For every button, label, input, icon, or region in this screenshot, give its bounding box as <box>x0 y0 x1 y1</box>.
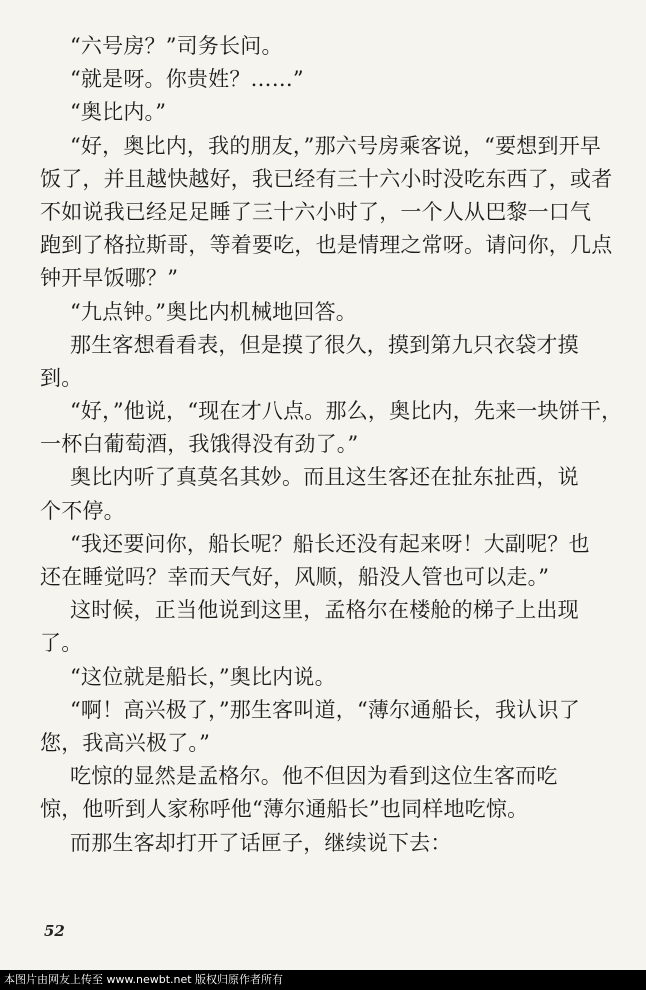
text-line: 不如说我已经足足睡了三十六小时了，一个人从巴黎一口气 <box>40 199 592 224</box>
text-line: 而那生客却打开了话匣子，继续说下去： <box>70 830 452 855</box>
text-line: “啊！高兴极了，”那生客叫道，“薄尔通船长，我认识了 <box>70 697 580 722</box>
body-text <box>40 30 623 860</box>
page-number: 52 <box>44 922 65 940</box>
text-line: “六号房？”司务长问。 <box>70 34 283 58</box>
text-line: 这时候，正当他说到这里，孟格尔在楼舱的梯子上出现 <box>70 598 579 623</box>
text-line: 饭了，并且越快越好，我已经有三十六小时没吃东西了，或者 <box>40 166 613 191</box>
text-line: 惊，他听到人家称呼他“薄尔通船长”也同样地吃惊。 <box>40 797 529 822</box>
text-line: 吃惊的显然是孟格尔。他不但因为看到这位生客而吃 <box>70 764 558 789</box>
text-line: 了。 <box>40 631 83 656</box>
text-line: “好，奥比内，我的朋友，”那六号房乘客说，“要想到开早 <box>70 133 602 158</box>
text-line: 奥比内听了真莫名其妙。而且这生客还在扯东扯西，说 <box>70 465 579 490</box>
text-line: 一杯白葡萄酒，我饿得没有劲了。” <box>40 432 359 457</box>
text-line: “奥比内。” <box>70 100 167 125</box>
text-line: 到。 <box>40 365 83 390</box>
text-line: 还在睡觉吗？幸而天气好，风顺，船没人管也可以走。” <box>40 565 550 589</box>
text-line: “就是呀。你贵姓？……” <box>70 67 304 92</box>
text-line: “这位就是船长，”奥比内说。 <box>70 664 336 689</box>
text-line: “我还要问你，船长呢？船长还没有起来呀！大副呢？也 <box>70 531 590 556</box>
text-line: “九点钟。”奥比内机械地回答。 <box>70 299 357 324</box>
text-line: 您，我高兴极了。” <box>40 730 211 755</box>
text-line: 个不停。 <box>40 498 125 523</box>
text-line: 钟开早饭哪？” <box>40 266 179 291</box>
watermark-bar: 本图片由网友上传至 www.newbt.net 版权归原作者所有 <box>0 970 646 990</box>
text-line: “好，”他说，“现在才八点。那么，奥比内，先来一块饼干， <box>70 399 623 424</box>
text-line: 那生客想看看表，但是摸了很久，摸到第九只衣袋才摸 <box>70 332 579 357</box>
text-line: 跑到了格拉斯哥，等着要吃，也是情理之常呀。请问你，几点 <box>40 233 613 258</box>
